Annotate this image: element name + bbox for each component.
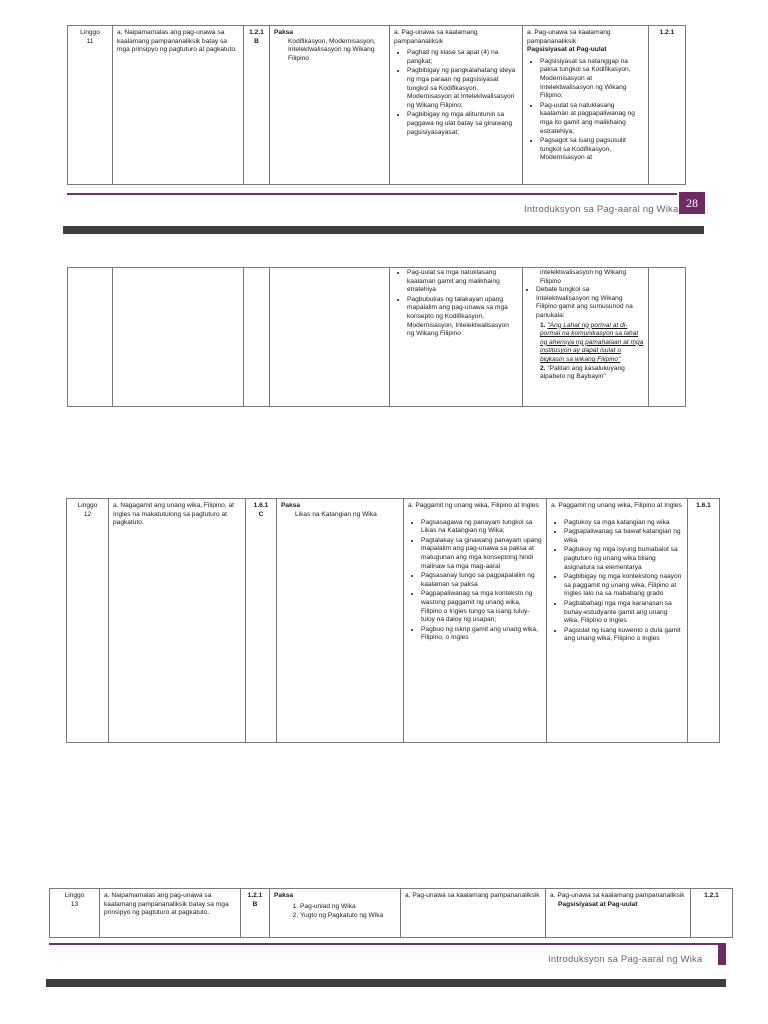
week-cell: Linggo 11 xyxy=(68,26,113,185)
topic-label: Paksa xyxy=(281,502,301,509)
activities-head: a. Pag-unawa sa kaalamang pampananaliksik xyxy=(405,892,540,899)
objective-cell: a. Naipamamalas ang pag-unawa sa kaalamang pampananaliksik batay sa mga prinsipyo ng pagtuturo at pagkatuto. xyxy=(113,26,244,185)
list-item: • Pagbabahagi nga mga karanasan sa buhay-estudyante gamit ang unang wika, Filipino o Ingles xyxy=(564,600,683,626)
motion-text: "Palitan ang kasalukuyang alpabeto ng Baybayin" xyxy=(540,364,625,381)
activities-cell xyxy=(390,26,523,185)
list-item: 2. Yugto ng Pagkatuto ng Wika xyxy=(300,912,396,921)
activities-list xyxy=(408,519,542,643)
code-right-cell: 1.6.1 xyxy=(688,499,720,743)
assessment-head: a. Pag-unawa sa kaalamang pampananaliksik xyxy=(550,892,685,899)
topic-cell xyxy=(270,889,401,938)
topic-label: Paksa xyxy=(274,892,294,899)
table-row xyxy=(68,268,686,407)
activities-cell xyxy=(401,889,546,938)
table-row xyxy=(67,499,720,743)
list-item: • Pagpapaliwanag sa mga konteksto ng wastong paggamit ng unang wika, Filipino o Ingles tungo sa isang tuluy-tuloy na daloy ng usapan; xyxy=(421,590,542,624)
code-cell: 1.2.1 B xyxy=(244,26,270,185)
list-item: • Pagsasagawa ng panayam tungkol sa Likas na Katangian ng Wika; xyxy=(421,519,542,536)
topic-cell xyxy=(270,268,390,407)
assessment-list xyxy=(551,519,683,644)
list-item: • Pagpapaliwanag sa bawat katangian ng wika xyxy=(564,528,683,545)
week11-continued-table xyxy=(67,267,686,407)
code-right-cell xyxy=(649,268,686,407)
week12-table xyxy=(66,498,720,743)
code-right-cell: 1.2.1 xyxy=(691,889,733,938)
assessment-list xyxy=(536,286,644,320)
topic-text: Likas na Katangian ng Wika xyxy=(295,510,377,518)
assessment-head: a. Pag-unawa sa kaalamang pampananaliksik xyxy=(527,29,611,45)
motion-1 xyxy=(540,322,644,365)
list-item: • Pag-uulat sa mga natuklasang kaalaman gamit ang malikhaing etratehiya xyxy=(407,269,518,295)
footer-title: Introduksyon sa Pag-aaral ng Wika xyxy=(524,204,679,215)
list-item: • Pagtukoy sa mga katangian ng wika xyxy=(564,519,683,528)
table-row xyxy=(50,889,733,938)
assessment-head: a. Paggamit ng unang wika, Filipino at Ingles xyxy=(551,502,682,509)
topic-list xyxy=(274,903,396,921)
list-item: • Pagtalakay sa ginawang panayam upang mapalalim ang pag-unawa sa paksa at matugunan ang mga konseptong hindi malinaw sa mga mag-aaral xyxy=(421,537,542,571)
assessment-subhead: Pagsisiyasat at Pag-uulat xyxy=(527,46,607,54)
topic-cell xyxy=(270,26,390,185)
topic-text: Kodifikasyon, Modernisasyon, Intelektwalisasyon ng Wikang Filipino xyxy=(288,37,376,62)
list-item: • Pagsisiyasat sa natanggap na paksa tungkol sa Kodifikasyon, Modernisasyon at Intelektwalisasyon ng Wikang Filipino; xyxy=(540,58,644,101)
week-cell: Linggo 12 xyxy=(67,499,109,743)
activities-cell xyxy=(390,268,523,407)
page-break-bar xyxy=(63,226,704,234)
list-item: • Pagbuo ng iskrip gamit ang unang wika, Filipino, o Ingles xyxy=(421,626,542,643)
activities-cell xyxy=(404,499,547,743)
list-item: • Pagbubukas ng talakayan upang mapalalim ang pag-unawa sa mga konsepto ng Kodifikasyon, Modernisasyon, Intelektwalisasyon ng Wikang Filipino xyxy=(407,296,518,339)
footer-rule xyxy=(67,193,677,195)
code-cell xyxy=(244,268,270,407)
list-item: • Pagsagot sa isang pagsusulit tungkol sa Kodifikasyon, Modernisasyon at xyxy=(540,137,644,163)
list-item: • Debate tungkol sa Intelektwalisasyon ng Wikang Filipino gamit ang sumusunod na panukala: xyxy=(536,286,644,320)
activities-head: a. Pag-unawa sa kaalamang pampananaliksik xyxy=(394,29,478,45)
assessment-cell xyxy=(523,268,649,407)
page-number: 28 xyxy=(679,192,705,214)
topic-label: Paksa xyxy=(274,29,294,36)
assessment-lead: intelektwalisasyon ng Wikang Filipino xyxy=(540,269,627,285)
motion-number: 1. xyxy=(540,321,546,329)
footer-rule xyxy=(49,943,719,945)
week11-table xyxy=(67,25,686,185)
week13-table xyxy=(49,888,733,938)
motion-number: 2. xyxy=(540,364,546,372)
motion-text: "Ang Lahat ng pormal at di-pormal na komunikasyon sa lahat ng ahensya ng pamahalaan at mga institusyon ay dapat isulat o bigkasin sa wikang Filipino" xyxy=(540,321,644,363)
assessment-list xyxy=(527,58,644,163)
week-cell: Linggo 13 xyxy=(50,889,100,938)
page-number-tab xyxy=(718,943,726,965)
footer-title: Introduksyon sa Pag-aaral ng Wika xyxy=(548,954,703,965)
assessment-cell xyxy=(546,889,691,938)
list-item: • Pagbibigay ng mga kontekstong naayon sa paggamit ng unang wika, Filipino at Ingles lalo na sa mababang grado xyxy=(564,573,683,599)
code-cell: 1.6.1 C xyxy=(246,499,277,743)
topic-cell xyxy=(277,499,404,743)
objective-cell: a. Naipamamalas ang pag-unawa sa kaalamang pampananaliksik batay sa mga prinsipyo ng pagtuturo at pagkatuto. xyxy=(100,889,241,938)
assessment-cell xyxy=(523,26,649,185)
assessment-cell xyxy=(547,499,688,743)
activities-list xyxy=(394,49,518,137)
code-cell: 1.2.1 B xyxy=(241,889,270,938)
list-item: • Pagbibigay ng pangkalahatang ideya ng mga paraan ng pagsisiyasat tungkol sa Kodifikasyon, Modernisasyon at Intelektwalisasyon ng Wikang Filipino; xyxy=(407,67,518,110)
list-item: 1. Pag-unlad ng Wika xyxy=(300,903,396,912)
list-item: • Pagbibigay ng mga alituntunin sa paggawa ng ulat batay sa ginawang pagsisiyasayasat; xyxy=(407,111,518,137)
list-item: • Pagsasanay tungo sa pagpapalalim ng kaalaman sa paksa xyxy=(421,572,542,589)
assessment-subhead: Pagsisiyasat at Pag-uulat xyxy=(558,900,638,908)
list-item: • Pagsulat ng isang kuwento o dula gamit ang unang wika, Filipino o Ingles xyxy=(564,627,683,644)
list-item: • Pagtukoy ng mga isyung bumabalot sa pagtuturo ng unang wika bilang asignatura sa elementarya xyxy=(564,546,683,572)
objective-cell xyxy=(113,268,244,407)
list-item: • Paghati ng klase sa apat (4) na pangkat; xyxy=(407,49,518,66)
activities-head: a. Paggamit ng unang wika, Filipino at Ingles xyxy=(408,502,539,509)
list-item: • Pag-uulat sa natuklasang kaalaman at pagpapaliwanag ng mga ito gamit ang malikhaing estratehiya; xyxy=(540,102,644,136)
motion-2 xyxy=(540,365,644,382)
code-right-cell: 1.2.1 xyxy=(649,26,686,185)
table-row xyxy=(68,26,686,185)
page-break-bar xyxy=(46,979,726,987)
objective-cell: a. Nagagamit ang unang wika, Filipino, at Ingles na makatutulong sa pagtuturo at pagkatuto. xyxy=(109,499,246,743)
week-cell xyxy=(68,268,113,407)
activities-list xyxy=(394,269,518,339)
